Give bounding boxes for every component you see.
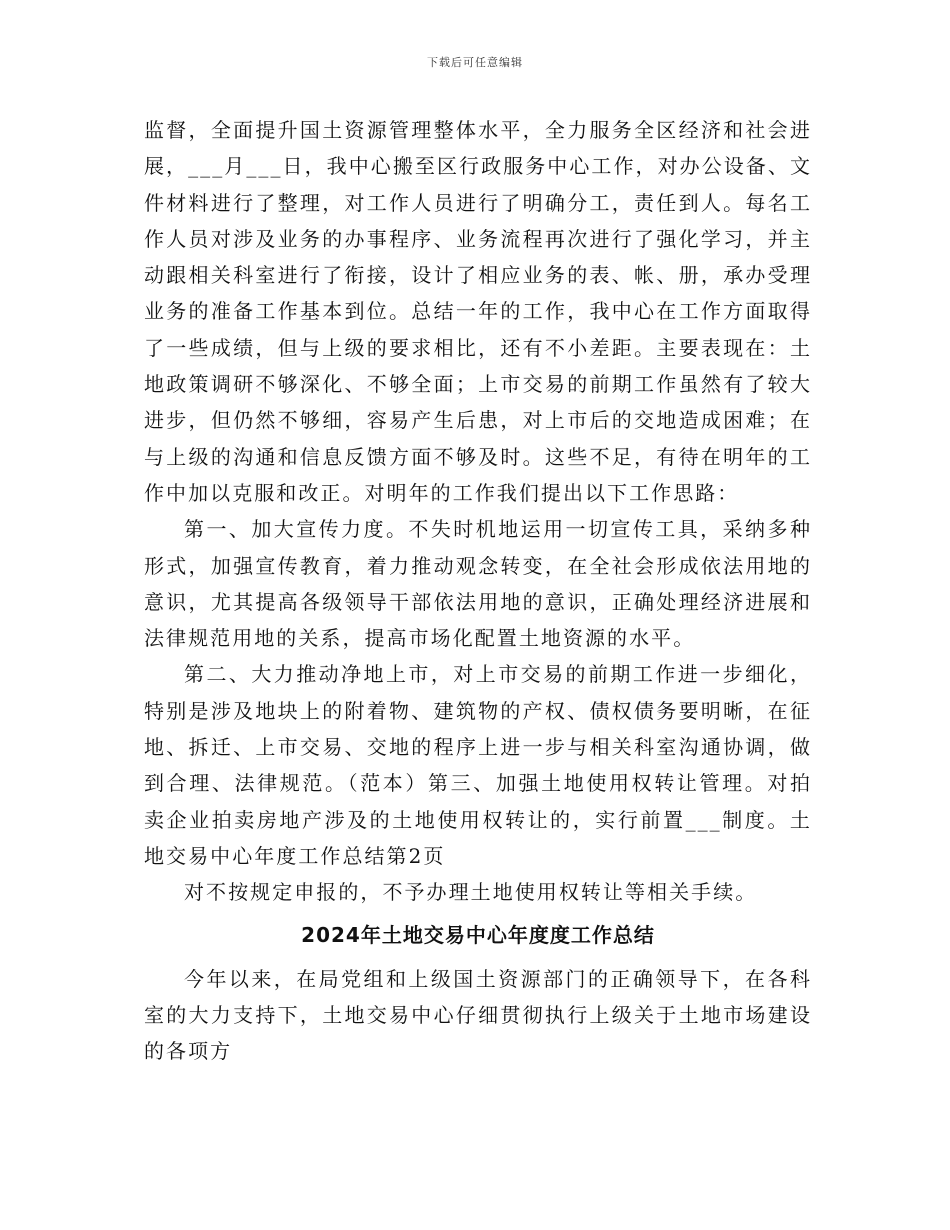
- document-body: [144, 112, 812, 1069]
- paragraph-second-point: 第二、大力推动净地上市，对上市交易的前期工作进一步细化，特别是涉及地块上的附着物、建筑物的产权、债权债务要明晰，在征地、拆迁、上市交易、交地的程序上进一步与相关科室沟通协调，做到合理、法律规范。（范本）第三、加强土地使用权转让管理。对拍卖企业拍卖房地产涉及的土地使用权转让的，实行前置___制度。土地交易中心年度工作总结第2页: [144, 662, 812, 868]
- page-header: 下载后可任意编辑: [427, 56, 523, 69]
- paragraph-closing: 对不按规定申报的，不予办理土地使用权转让等相关手续。: [184, 880, 758, 905]
- paragraph-intro: 今年以来，在局党组和上级国土资源部门的正确领导下，在各科室的大力支持下，土地交易中心仔细贯彻执行上级关于土地市场建设的各项方: [144, 966, 812, 1064]
- paragraph-continuation: 监督，全面提升国土资源管理整体水平，全力服务全区经济和社会进展，___月___日，我中心搬至区行政服务中心工作，对办公设备、文件材料进行了整理，对工作人员进行了明确分工，责任到人。每名工作人员对涉及业务的办事程序、业务流程再次进行了强化学习，并主动跟相关科室进行了衔接，设计了相应业务的表、帐、册，承办受理业务的准备工作基本到位。总结一年的工作，我中心在工作方面取得了一些成绩，但与上级的要求相比，还有不小差距。主要表现在：土地政策调研不够深化、不够全面；上市交易的前期工作虽然有了较大进步，但仍然不够细，容易产生后患，对上市后的交地造成困难；在与上级的沟通和信息反馈方面不够及时。这些不足，有待在明年的工作中加以克服和改正。对明年的工作我们提出以下工作思路：: [144, 118, 812, 505]
- paragraph-first-point: 第一、加大宣传力度。不失时机地运用一切宣传工具，采纳多种形式，加强宣传教育，着力推动观念转变，在全社会形成依法用地的意识，尤其提高各级领导干部依法用地的意识，正确处理经济进展和法律规范用地的关系，提高市场化配置土地资源的水平。: [144, 517, 812, 651]
- section-title: 2024年土地交易中心年度度工作总结: [301, 922, 655, 947]
